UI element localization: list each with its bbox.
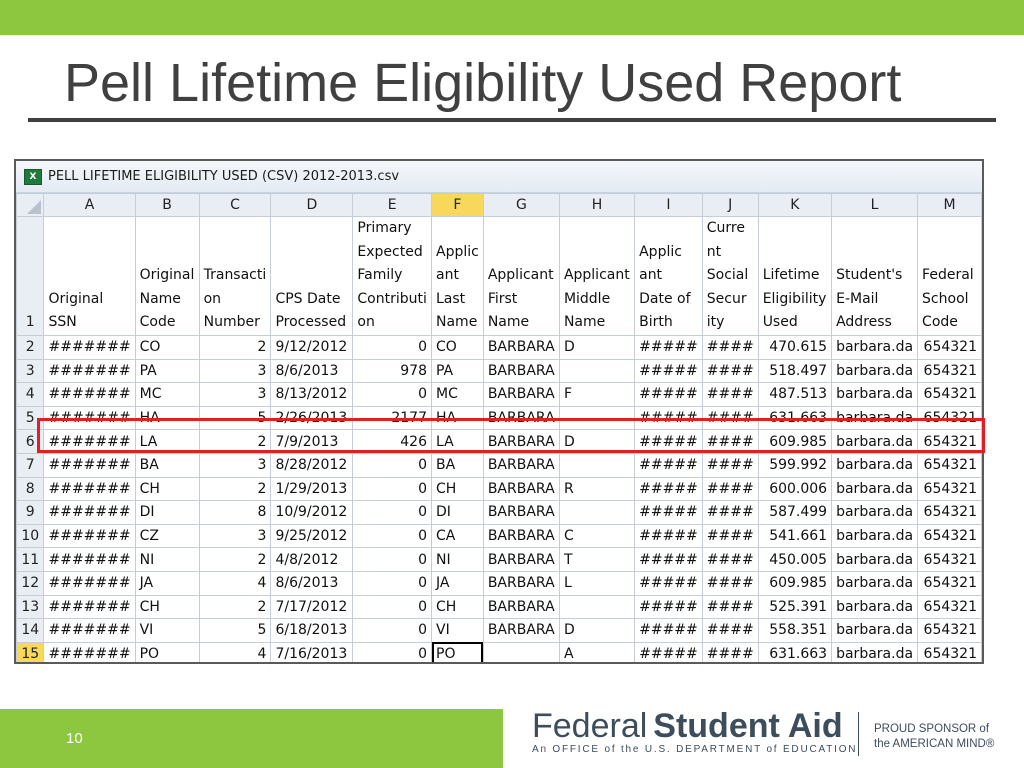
table-cell[interactable]: 0 xyxy=(353,383,432,407)
table-cell[interactable]: CH xyxy=(135,595,199,619)
table-cell[interactable]: 1/29/2013 xyxy=(271,477,353,501)
header-cell[interactable]: Transacti on Number xyxy=(199,217,271,336)
table-cell[interactable]: ####### xyxy=(44,619,135,643)
table-cell[interactable]: 0 xyxy=(353,501,432,525)
table-cell[interactable]: 7/16/2013 xyxy=(271,642,353,664)
sponsor-line-2: the AMERICAN MIND® xyxy=(874,738,995,750)
table-cell[interactable]: NI xyxy=(135,548,199,572)
table-cell[interactable]: R xyxy=(559,477,634,501)
spreadsheet-titlebar xyxy=(16,161,982,193)
logo-word-federal: Federal xyxy=(532,707,648,745)
table-cell[interactable]: 8/28/2012 xyxy=(271,453,353,477)
table-cell[interactable]: ##### xyxy=(635,359,703,383)
table-cell[interactable]: 8/6/2013 xyxy=(271,571,353,595)
table-row xyxy=(17,477,982,501)
table-cell[interactable]: ##### xyxy=(635,619,703,643)
table-cell[interactable]: CZ xyxy=(135,524,199,548)
table-cell[interactable]: 9/25/2012 xyxy=(271,524,353,548)
table-cell[interactable]: #### xyxy=(702,335,758,359)
logo-tagline: An OFFICE of the U.S. DEPARTMENT of EDUCATION xyxy=(532,744,858,755)
table-cell[interactable]: 4/8/2012 xyxy=(271,548,353,572)
table-cell[interactable]: #### xyxy=(702,453,758,477)
column-header-b[interactable]: B xyxy=(135,194,199,217)
table-cell[interactable]: 8/13/2012 xyxy=(271,383,353,407)
table-cell[interactable]: 3 xyxy=(199,383,271,407)
table-cell[interactable]: ##### xyxy=(635,383,703,407)
row-header-3[interactable]: 3 xyxy=(17,359,44,383)
row-header-7[interactable]: 7 xyxy=(17,453,44,477)
table-cell[interactable]: #### xyxy=(702,501,758,525)
row-header-13[interactable]: 13 xyxy=(17,595,44,619)
table-cell[interactable]: ####### xyxy=(44,430,135,454)
table-cell[interactable]: 4 xyxy=(199,642,271,664)
table-cell[interactable]: JA xyxy=(135,571,199,595)
table-cell[interactable]: PA xyxy=(135,359,199,383)
top-accent-bar xyxy=(0,0,1024,35)
table-cell[interactable]: 8/6/2013 xyxy=(271,359,353,383)
table-cell[interactable]: LA xyxy=(432,430,484,454)
table-cell[interactable]: C xyxy=(559,524,634,548)
table-cell[interactable] xyxy=(559,501,634,525)
table-cell[interactable]: #### xyxy=(702,619,758,643)
table-cell[interactable]: ####### xyxy=(44,406,135,430)
header-cell[interactable]: CPS Date Processed xyxy=(271,217,353,336)
table-cell[interactable]: NI xyxy=(432,548,484,572)
column-header-m[interactable]: M xyxy=(918,194,982,217)
header-cell[interactable]: Primary Expected Family Contributi on xyxy=(353,217,432,336)
table-cell[interactable]: F xyxy=(559,383,634,407)
table-row xyxy=(17,642,982,664)
table-cell[interactable]: 9/12/2012 xyxy=(271,335,353,359)
table-cell[interactable]: 654321 xyxy=(918,406,982,430)
federal-student-aid-logo xyxy=(532,707,858,758)
table-cell[interactable]: ####### xyxy=(44,359,135,383)
table-cell[interactable]: CO xyxy=(432,335,484,359)
table-cell[interactable]: 558.351 xyxy=(758,619,831,643)
row-header-1[interactable]: 1 xyxy=(17,217,44,336)
table-row xyxy=(17,595,982,619)
column-header-l[interactable]: L xyxy=(832,194,918,217)
table-cell[interactable]: #### xyxy=(702,383,758,407)
table-cell[interactable]: ####### xyxy=(44,383,135,407)
table-cell[interactable] xyxy=(483,642,559,664)
row-header-4[interactable]: 4 xyxy=(17,383,44,407)
table-row xyxy=(17,501,982,525)
table-cell[interactable]: #### xyxy=(702,359,758,383)
table-cell[interactable]: BARBARA xyxy=(483,477,559,501)
row-header-14[interactable]: 14 xyxy=(17,619,44,643)
table-cell[interactable]: ####### xyxy=(44,548,135,572)
table-cell[interactable]: D xyxy=(559,430,634,454)
table-cell[interactable]: BARBARA xyxy=(483,335,559,359)
table-cell[interactable]: #### xyxy=(702,548,758,572)
table-cell[interactable]: ##### xyxy=(635,571,703,595)
table-cell[interactable]: BA xyxy=(135,453,199,477)
table-cell[interactable]: ####### xyxy=(44,453,135,477)
table-cell[interactable]: ####### xyxy=(44,501,135,525)
table-cell[interactable]: MC xyxy=(135,383,199,407)
column-header-c[interactable]: C xyxy=(199,194,271,217)
column-header-i[interactable]: I xyxy=(635,194,703,217)
table-cell[interactable]: PO xyxy=(135,642,199,664)
logo-divider xyxy=(858,712,859,756)
table-cell[interactable]: 7/17/2012 xyxy=(271,595,353,619)
table-cell[interactable]: 654321 xyxy=(918,548,982,572)
file-name: PELL LIFETIME ELIGIBILITY USED (CSV) 2012-2013.csv xyxy=(48,169,400,184)
table-cell[interactable]: 6/18/2013 xyxy=(271,619,353,643)
table-cell[interactable]: ####### xyxy=(44,571,135,595)
table-cell[interactable]: 525.391 xyxy=(758,595,831,619)
table-cell[interactable]: CH xyxy=(432,595,484,619)
table-cell[interactable]: #### xyxy=(702,595,758,619)
table-cell[interactable]: barbara.da xyxy=(832,383,918,407)
table-cell[interactable]: 541.661 xyxy=(758,524,831,548)
table-cell[interactable]: 518.497 xyxy=(758,359,831,383)
table-cell[interactable]: 2/26/2013 xyxy=(271,406,353,430)
table-cell[interactable]: #### xyxy=(702,571,758,595)
table-cell[interactable]: BARBARA xyxy=(483,383,559,407)
logo-word-aid: Aid xyxy=(787,707,843,745)
row-header-9[interactable]: 9 xyxy=(17,501,44,525)
table-cell[interactable]: 0 xyxy=(353,335,432,359)
table-cell[interactable]: 631.663 xyxy=(758,406,831,430)
table-cell[interactable]: 0 xyxy=(353,548,432,572)
table-cell[interactable]: barbara.da xyxy=(832,642,918,664)
column-header-f[interactable]: F xyxy=(432,194,484,217)
table-cell[interactable]: 2 xyxy=(199,548,271,572)
header-cell[interactable]: Original SSN xyxy=(44,217,135,336)
logo-word-student: Student xyxy=(653,707,780,745)
table-cell[interactable]: barbara.da xyxy=(832,406,918,430)
table-cell[interactable]: barbara.da xyxy=(832,548,918,572)
table-cell[interactable]: 426 xyxy=(353,430,432,454)
table-cell[interactable]: ##### xyxy=(635,453,703,477)
table-cell[interactable]: ####### xyxy=(44,524,135,548)
table-cell[interactable] xyxy=(559,595,634,619)
table-cell[interactable]: ####### xyxy=(44,642,135,664)
table-cell[interactable]: 4 xyxy=(199,571,271,595)
table-cell[interactable]: BARBARA xyxy=(483,524,559,548)
column-header-h[interactable]: H xyxy=(559,194,634,217)
table-cell[interactable]: CH xyxy=(432,477,484,501)
table-cell[interactable]: BARBARA xyxy=(483,595,559,619)
column-header-d[interactable]: D xyxy=(271,194,353,217)
table-cell[interactable]: 654321 xyxy=(918,335,982,359)
table-cell[interactable]: 654321 xyxy=(918,430,982,454)
table-cell[interactable]: ##### xyxy=(635,501,703,525)
select-all-corner[interactable] xyxy=(17,194,44,217)
sponsor-text xyxy=(874,722,994,752)
table-cell[interactable]: barbara.da xyxy=(832,501,918,525)
table-row xyxy=(17,524,982,548)
table-cell[interactable]: 0 xyxy=(353,453,432,477)
table-cell[interactable]: 2 xyxy=(199,477,271,501)
table-cell[interactable]: barbara.da xyxy=(832,619,918,643)
table-cell[interactable]: barbara.da xyxy=(832,359,918,383)
table-cell[interactable]: #### xyxy=(702,524,758,548)
table-cell[interactable]: barbara.da xyxy=(832,477,918,501)
table-cell[interactable]: 654321 xyxy=(918,524,982,548)
table-cell[interactable]: #### xyxy=(702,430,758,454)
header-cell[interactable]: Curre nt Social Secur ity xyxy=(702,217,758,336)
table-cell[interactable]: barbara.da xyxy=(832,430,918,454)
table-cell[interactable]: CO xyxy=(135,335,199,359)
table-cell[interactable]: 654321 xyxy=(918,642,982,664)
column-header-g[interactable]: G xyxy=(483,194,559,217)
table-cell[interactable]: #### xyxy=(702,477,758,501)
table-cell[interactable]: VI xyxy=(432,619,484,643)
table-cell[interactable]: 654321 xyxy=(918,571,982,595)
table-cell[interactable]: 609.985 xyxy=(758,430,831,454)
table-cell[interactable]: ##### xyxy=(635,642,703,664)
table-cell[interactable]: 470.615 xyxy=(758,335,831,359)
excel-file-icon: X xyxy=(24,169,42,185)
table-cell[interactable]: 609.985 xyxy=(758,571,831,595)
table-cell[interactable]: D xyxy=(559,335,634,359)
header-cell[interactable]: Federal School Code xyxy=(918,217,982,336)
table-cell[interactable]: 2 xyxy=(199,595,271,619)
table-cell[interactable]: 654321 xyxy=(918,595,982,619)
header-cell[interactable]: Applicant First Name xyxy=(483,217,559,336)
table-cell[interactable]: 654321 xyxy=(918,359,982,383)
table-cell[interactable]: BARBARA xyxy=(483,501,559,525)
column-header-row xyxy=(17,194,982,217)
row-header-8[interactable]: 8 xyxy=(17,477,44,501)
table-cell[interactable]: HA xyxy=(135,406,199,430)
column-header-k[interactable]: K xyxy=(758,194,831,217)
table-cell[interactable]: T xyxy=(559,548,634,572)
table-cell[interactable]: 0 xyxy=(353,477,432,501)
table-cell[interactable]: 654321 xyxy=(918,501,982,525)
header-cell[interactable]: Original Name Code xyxy=(135,217,199,336)
table-cell[interactable]: ##### xyxy=(635,548,703,572)
table-cell[interactable]: ####### xyxy=(44,595,135,619)
table-cell[interactable]: barbara.da xyxy=(832,453,918,477)
table-cell[interactable]: ##### xyxy=(635,524,703,548)
column-header-e[interactable]: E xyxy=(353,194,432,217)
table-row xyxy=(17,548,982,572)
table-cell[interactable]: 654321 xyxy=(918,477,982,501)
table-cell[interactable]: 0 xyxy=(353,619,432,643)
table-cell[interactable]: 3 xyxy=(199,453,271,477)
table-cell[interactable]: BARBARA xyxy=(483,571,559,595)
table-row xyxy=(17,430,982,454)
table-row xyxy=(17,406,982,430)
table-cell[interactable]: VI xyxy=(135,619,199,643)
table-cell[interactable]: 3 xyxy=(199,524,271,548)
table-cell[interactable]: 587.499 xyxy=(758,501,831,525)
table-cell[interactable]: CA xyxy=(432,524,484,548)
table-row xyxy=(17,359,982,383)
row-header-15[interactable]: 15 xyxy=(17,642,44,664)
table-cell[interactable]: MC xyxy=(432,383,484,407)
slide-title: Pell Lifetime Eligibility Used Report xyxy=(64,53,902,113)
table-cell[interactable]: BARBARA xyxy=(483,406,559,430)
table-cell[interactable]: ####### xyxy=(44,477,135,501)
title-underline xyxy=(28,118,996,122)
table-cell[interactable]: DI xyxy=(432,501,484,525)
table-cell[interactable]: 10/9/2012 xyxy=(271,501,353,525)
header-cell[interactable]: Applic ant Date of Birth xyxy=(635,217,703,336)
table-cell[interactable] xyxy=(559,359,634,383)
table-cell[interactable]: BARBARA xyxy=(483,619,559,643)
table-row xyxy=(17,571,982,595)
row-header-12[interactable]: 12 xyxy=(17,571,44,595)
table-cell[interactable]: 5 xyxy=(199,619,271,643)
table-cell[interactable]: DI xyxy=(135,501,199,525)
table-cell[interactable]: BARBARA xyxy=(483,430,559,454)
sponsor-line-1: PROUD SPONSOR of xyxy=(874,723,990,735)
table-cell[interactable]: ##### xyxy=(635,406,703,430)
table-header-row xyxy=(17,217,982,336)
header-cell[interactable]: Applicant Middle Name xyxy=(559,217,634,336)
table-cell[interactable]: 0 xyxy=(353,524,432,548)
table-cell[interactable]: 631.663 xyxy=(758,642,831,664)
table-cell[interactable]: 487.513 xyxy=(758,383,831,407)
row-header-6[interactable]: 6 xyxy=(17,430,44,454)
table-cell[interactable]: D xyxy=(559,619,634,643)
table-row xyxy=(17,335,982,359)
table-cell[interactable]: 8 xyxy=(199,501,271,525)
column-header-j[interactable]: J xyxy=(702,194,758,217)
header-cell[interactable]: Student's E-Mail Address xyxy=(832,217,918,336)
table-cell[interactable]: 450.005 xyxy=(758,548,831,572)
table-cell[interactable]: #### xyxy=(702,406,758,430)
table-row xyxy=(17,619,982,643)
row-header-10[interactable]: 10 xyxy=(17,524,44,548)
row-header-2[interactable]: 2 xyxy=(17,335,44,359)
table-cell[interactable]: 0 xyxy=(353,571,432,595)
row-header-5[interactable]: 5 xyxy=(17,406,44,430)
header-cell[interactable]: Lifetime Eligibility Used xyxy=(758,217,831,336)
table-cell[interactable]: #### xyxy=(702,642,758,664)
table-cell[interactable]: BARBARA xyxy=(483,548,559,572)
table-cell[interactable]: 654321 xyxy=(918,453,982,477)
header-cell[interactable]: Applic ant Last Name xyxy=(432,217,484,336)
table-cell[interactable]: HA xyxy=(432,406,484,430)
table-row xyxy=(17,383,982,407)
table-cell[interactable]: PO xyxy=(432,642,484,664)
table-cell[interactable]: 2 xyxy=(199,430,271,454)
table-cell[interactable] xyxy=(559,406,634,430)
table-cell[interactable]: barbara.da xyxy=(832,595,918,619)
table-cell[interactable]: A xyxy=(559,642,634,664)
spreadsheet-grid xyxy=(16,193,982,664)
table-cell[interactable]: barbara.da xyxy=(832,524,918,548)
table-cell[interactable]: JA xyxy=(432,571,484,595)
table-cell[interactable]: ##### xyxy=(635,477,703,501)
table-cell[interactable]: 599.992 xyxy=(758,453,831,477)
table-cell[interactable]: 2 xyxy=(199,335,271,359)
table-cell[interactable]: barbara.da xyxy=(832,571,918,595)
table-cell[interactable]: ##### xyxy=(635,595,703,619)
table-row xyxy=(17,453,982,477)
table-cell[interactable]: 7/9/2013 xyxy=(271,430,353,454)
table-cell[interactable]: 3 xyxy=(199,359,271,383)
page-number: 10 xyxy=(66,730,83,747)
table-cell[interactable] xyxy=(559,453,634,477)
table-cell[interactable]: PA xyxy=(432,359,484,383)
table-cell[interactable]: ####### xyxy=(44,335,135,359)
table-cell[interactable]: ##### xyxy=(635,430,703,454)
table-cell[interactable]: 0 xyxy=(353,642,432,664)
table-cell[interactable]: 600.006 xyxy=(758,477,831,501)
table-cell[interactable]: 2177 xyxy=(353,406,432,430)
table-cell[interactable]: ##### xyxy=(635,335,703,359)
spreadsheet-window xyxy=(14,159,984,664)
table-cell[interactable]: BARBARA xyxy=(483,453,559,477)
table-cell[interactable]: L xyxy=(559,571,634,595)
table-cell[interactable]: LA xyxy=(135,430,199,454)
row-header-11[interactable]: 11 xyxy=(17,548,44,572)
table-cell[interactable]: 978 xyxy=(353,359,432,383)
table-cell[interactable]: 654321 xyxy=(918,619,982,643)
table-cell[interactable]: 5 xyxy=(199,406,271,430)
table-cell[interactable]: barbara.da xyxy=(832,335,918,359)
table-cell[interactable]: BA xyxy=(432,453,484,477)
column-header-a[interactable]: A xyxy=(44,194,135,217)
table-cell[interactable]: 0 xyxy=(353,595,432,619)
table-cell[interactable]: BARBARA xyxy=(483,359,559,383)
table-cell[interactable]: 654321 xyxy=(918,383,982,407)
table-cell[interactable]: CH xyxy=(135,477,199,501)
